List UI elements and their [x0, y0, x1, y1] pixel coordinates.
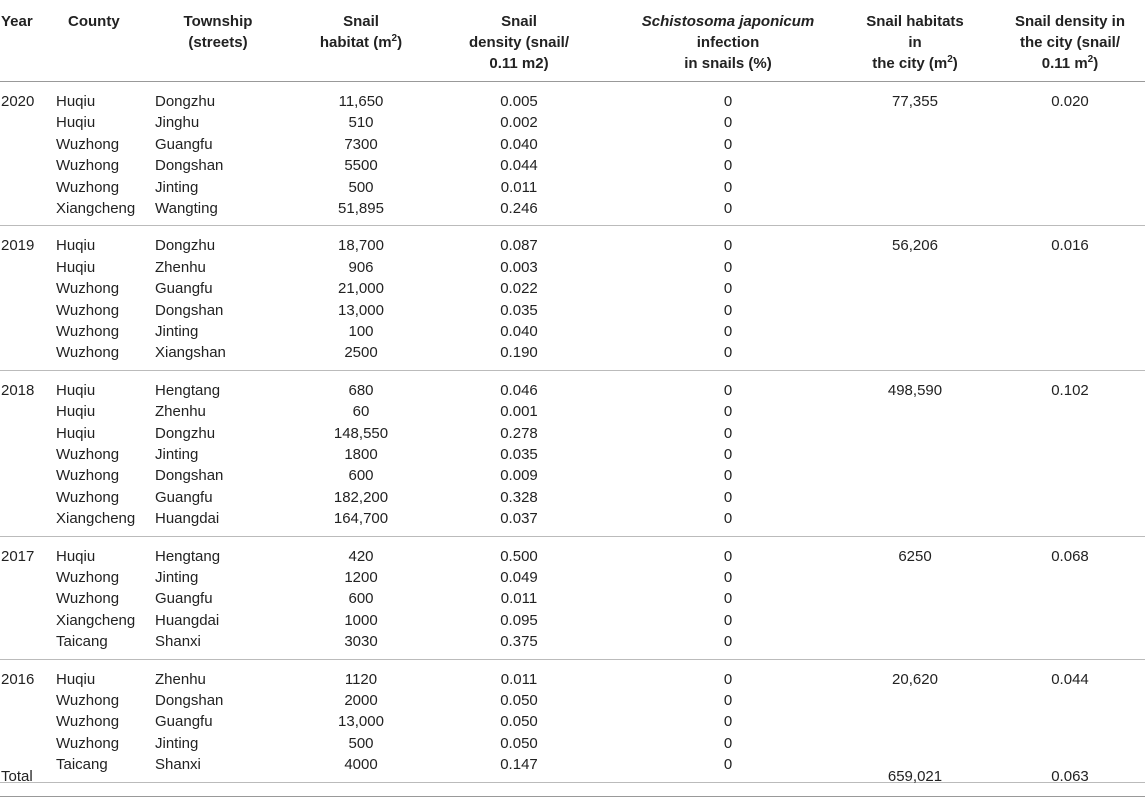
- cell-snail-density: 0.005: [500, 93, 538, 110]
- cell-township: Zhenhu: [155, 670, 206, 688]
- table-row: [0, 465, 1145, 486]
- cell-snail-habitat: 164,700: [333, 510, 389, 528]
- cell-infection: 0: [723, 713, 733, 731]
- table-row: [0, 546, 1145, 567]
- cell-county: Wuzhong: [56, 691, 120, 709]
- cell-township: Guangfu: [155, 713, 213, 731]
- cell-snail-habitat: 21,000: [338, 280, 384, 298]
- cell-snail-density: 0.500: [500, 547, 538, 565]
- cell-snail-habitat: 4000: [344, 756, 378, 774]
- cell-snail-density: 0.003: [500, 258, 538, 276]
- cell-snail-density: 0.095: [500, 611, 538, 629]
- cell-county: Wuzhong: [56, 344, 120, 362]
- cell-snail-habitat: 500: [348, 734, 374, 752]
- cell-county: Huqiu: [56, 424, 96, 442]
- table-row: [0, 380, 1145, 401]
- cell-township: Jinting: [155, 322, 199, 340]
- cell-snail-density: 0.011: [500, 670, 538, 688]
- cell-snail-density: 0.050: [500, 734, 538, 752]
- table-row: [0, 669, 1145, 690]
- cell-township: Hengtang: [155, 547, 221, 565]
- cell-city-density: 0.016: [1051, 237, 1089, 255]
- cell-snail-density: 0.375: [500, 633, 538, 651]
- cell-snail-density: 0.246: [500, 200, 538, 217]
- cell-county: Huqiu: [56, 258, 96, 276]
- cell-snail-habitat: 13,000: [338, 301, 384, 319]
- cell-snail-density: 0.011: [500, 178, 538, 196]
- header-county: County: [68, 13, 120, 30]
- cell-snail-habitat: 60: [352, 403, 370, 421]
- cell-township: Xiangshan: [155, 344, 226, 362]
- cell-township: Jinting: [155, 178, 199, 196]
- cell-infection: 0: [723, 547, 733, 565]
- table-row: [0, 733, 1145, 754]
- cell-infection: 0: [723, 237, 733, 255]
- cell-snail-density: 0.011: [500, 590, 538, 608]
- cell-year: 2019: [1, 237, 35, 255]
- table-row: [0, 508, 1145, 529]
- cell-infection: 0: [723, 381, 733, 399]
- cell-county: Taicang: [56, 756, 108, 774]
- cell-snail-habitat: 18,700: [338, 237, 384, 255]
- cell-snail-habitat: 13,000: [338, 713, 384, 731]
- cell-snail-density: 0.044: [500, 157, 538, 175]
- cell-infection: 0: [723, 322, 733, 340]
- cell-infection: 0: [723, 467, 733, 485]
- cell-snail-habitat: 1200: [344, 568, 378, 586]
- cell-county: Huqiu: [56, 114, 96, 132]
- table-row: [0, 257, 1145, 278]
- cell-township: Huangdai: [155, 510, 220, 528]
- cell-year: 2020: [1, 93, 35, 110]
- cell-snail-habitat: 420: [348, 547, 374, 565]
- cell-county: Wuzhong: [56, 322, 120, 340]
- cell-city-density: 0.020: [1051, 93, 1089, 110]
- cell-county: Wuzhong: [56, 135, 120, 153]
- cell-county: Xiangcheng: [56, 200, 136, 217]
- cell-infection: 0: [723, 403, 733, 421]
- header-city-habitat: Snail habitats in the city $(m^2)$: [866, 13, 964, 72]
- cell-snail-habitat: 600: [348, 590, 374, 608]
- cell-snail-habitat: 510: [348, 114, 374, 132]
- cell-township: Shanxi: [155, 756, 201, 774]
- cell-infection: 0: [723, 424, 733, 442]
- cell-township: Guangfu: [155, 488, 213, 506]
- table-row: [0, 401, 1145, 422]
- cell-township: Dongshan: [155, 301, 224, 319]
- cell-township: Guangfu: [155, 280, 213, 298]
- cell-infection: 0: [723, 178, 733, 196]
- cell-snail-density: 0.022: [500, 280, 538, 298]
- total-city-density: 0.063: [1051, 768, 1089, 785]
- table-row: [0, 198, 1145, 219]
- cell-infection: 0: [723, 691, 733, 709]
- cell-snail-density: 0.050: [500, 713, 538, 731]
- total-label: Total: [1, 768, 33, 785]
- cell-infection: 0: [723, 258, 733, 276]
- cell-infection: 0: [723, 611, 733, 629]
- table-row: [0, 711, 1145, 732]
- cell-snail-density: 0.035: [500, 301, 538, 319]
- table-row: [0, 112, 1145, 133]
- cell-snail-habitat: 906: [348, 258, 374, 276]
- table-row: [0, 610, 1145, 631]
- cell-infection: 0: [723, 157, 733, 175]
- table-row: [0, 321, 1145, 342]
- cell-infection: 0: [723, 200, 733, 217]
- cell-snail-habitat: 2500: [344, 344, 378, 362]
- cell-county: Wuzhong: [56, 488, 120, 506]
- cell-infection: 0: [723, 301, 733, 319]
- cell-infection: 0: [723, 510, 733, 528]
- cell-snail-habitat: 51,895: [338, 200, 384, 217]
- cell-snail-habitat: 11,650: [338, 93, 384, 110]
- cell-county: Wuzhong: [56, 280, 120, 298]
- cell-infection: 0: [723, 734, 733, 752]
- cell-snail-habitat: 148,550: [333, 424, 389, 442]
- table-row: [0, 342, 1145, 363]
- cell-township: Guangfu: [155, 590, 213, 608]
- cell-infection: 0: [723, 114, 733, 132]
- header-year: Year: [1, 13, 33, 30]
- cell-snail-habitat: 1000: [344, 611, 378, 629]
- cell-township: Dongshan: [155, 691, 224, 709]
- cell-city-habitat: 498,590: [887, 381, 943, 399]
- cell-snail-density: 0.040: [500, 322, 538, 340]
- header-township: Township (streets): [183, 13, 253, 51]
- cell-township: Huangdai: [155, 611, 220, 629]
- cell-infection: 0: [723, 568, 733, 586]
- cell-township: Dongzhu: [155, 237, 216, 255]
- cell-snail-density: 0.040: [500, 135, 538, 153]
- cell-infection: 0: [723, 633, 733, 651]
- cell-county: Wuzhong: [56, 178, 120, 196]
- cell-township: Dongzhu: [155, 93, 216, 110]
- table-row: [0, 567, 1145, 588]
- cell-county: Xiangcheng: [56, 611, 136, 629]
- cell-township: Dongzhu: [155, 424, 216, 442]
- year-group: [0, 81, 1145, 226]
- cell-snail-habitat: 1800: [344, 445, 378, 463]
- cell-city-habitat: 6250: [898, 547, 932, 565]
- cell-infection: 0: [723, 756, 733, 774]
- cell-snail-density: 0.035: [500, 445, 538, 463]
- cell-township: Jinting: [155, 734, 199, 752]
- table-row: [0, 177, 1145, 198]
- table-row: [0, 134, 1145, 155]
- header-city-density: Snail density in the city (snail/ 0.11 $m^2$): [1014, 13, 1126, 72]
- cell-infection: 0: [723, 93, 733, 110]
- cell-snail-habitat: 600: [348, 467, 374, 485]
- year-group: [0, 536, 1145, 660]
- table-header: [0, 0, 1145, 82]
- table-row: [0, 588, 1145, 609]
- cell-township: Wangting: [155, 200, 218, 217]
- cell-county: Huqiu: [56, 547, 96, 565]
- cell-snail-density: 0.049: [500, 568, 538, 586]
- header-infection: Schistosoma japonicum infection in snails (%): [641, 13, 815, 72]
- cell-infection: 0: [723, 590, 733, 608]
- cell-snail-habitat: 2000: [344, 691, 378, 709]
- cell-city-habitat: 56,206: [892, 237, 938, 255]
- cell-snail-habitat: 5500: [344, 157, 378, 175]
- cell-township: Jinghu: [155, 114, 200, 132]
- cell-city-density: 0.102: [1051, 381, 1089, 399]
- cell-snail-density: 0.147: [500, 756, 538, 774]
- table-row: [0, 278, 1145, 299]
- table-row: [0, 300, 1145, 321]
- cell-township: Hengtang: [155, 381, 221, 399]
- table-row: [0, 155, 1145, 176]
- cell-snail-density: 0.050: [500, 691, 538, 709]
- cell-year: 2017: [1, 547, 35, 565]
- cell-township: Dongshan: [155, 467, 224, 485]
- cell-snail-density: 0.190: [500, 344, 538, 362]
- cell-township: Guangfu: [155, 135, 213, 153]
- table-row: [0, 235, 1145, 256]
- cell-snail-habitat: 500: [348, 178, 374, 196]
- cell-county: Wuzhong: [56, 590, 120, 608]
- cell-county: Taicang: [56, 633, 108, 651]
- cell-city-density: 0.044: [1051, 670, 1089, 688]
- header-snail-habitat: Snail habitat $(m^2)$: [319, 13, 403, 51]
- cell-snail-habitat: 100: [348, 322, 374, 340]
- cell-county: Wuzhong: [56, 568, 120, 586]
- cell-snail-density: 0.087: [500, 237, 538, 255]
- cell-county: Wuzhong: [56, 467, 120, 485]
- cell-snail-density: 0.278: [500, 424, 538, 442]
- cell-snail-density: 0.328: [500, 488, 538, 506]
- cell-county: Huqiu: [56, 670, 96, 688]
- cell-infection: 0: [723, 344, 733, 362]
- cell-snail-density: 0.001: [500, 403, 538, 421]
- cell-county: Wuzhong: [56, 713, 120, 731]
- cell-year: 2018: [1, 381, 35, 399]
- cell-snail-habitat: 182,200: [333, 488, 389, 506]
- cell-infection: 0: [723, 135, 733, 153]
- header-snail-density: Snail density (snail/ 0.11 m2): [468, 13, 570, 72]
- cell-county: Xiangcheng: [56, 510, 136, 528]
- cell-township: Shanxi: [155, 633, 201, 651]
- total-city-habitat: 659,021: [887, 768, 943, 785]
- total-row: [0, 761, 1145, 797]
- cell-township: Dongshan: [155, 157, 224, 175]
- cell-county: Huqiu: [56, 237, 96, 255]
- table-row: [0, 423, 1145, 444]
- cell-year: 2016: [1, 670, 35, 688]
- cell-township: Jinting: [155, 568, 199, 586]
- table-row: [0, 631, 1145, 652]
- cell-snail-density: 0.037: [500, 510, 538, 528]
- cell-township: Zhenhu: [155, 258, 206, 276]
- table-row: [0, 91, 1145, 112]
- cell-snail-habitat: 3030: [344, 633, 378, 651]
- cell-county: Huqiu: [56, 93, 96, 110]
- cell-snail-habitat: 680: [348, 381, 374, 399]
- cell-county: Wuzhong: [56, 157, 120, 175]
- cell-township: Jinting: [155, 445, 199, 463]
- year-group: [0, 225, 1145, 370]
- cell-snail-density: 0.002: [500, 114, 538, 132]
- cell-county: Huqiu: [56, 381, 96, 399]
- cell-infection: 0: [723, 445, 733, 463]
- cell-township: Zhenhu: [155, 403, 206, 421]
- cell-infection: 0: [723, 280, 733, 298]
- cell-city-density: 0.068: [1051, 547, 1089, 565]
- cell-snail-habitat: 1120: [344, 670, 378, 688]
- table-row: [0, 444, 1145, 465]
- cell-city-habitat: 77,355: [892, 93, 938, 110]
- cell-infection: 0: [723, 488, 733, 506]
- year-group: [0, 370, 1145, 537]
- cell-county: Huqiu: [56, 403, 96, 421]
- cell-county: Wuzhong: [56, 301, 120, 319]
- cell-county: Wuzhong: [56, 445, 120, 463]
- table-row: [0, 487, 1145, 508]
- cell-county: Wuzhong: [56, 734, 120, 752]
- cell-snail-density: 0.046: [500, 381, 538, 399]
- table-row: [0, 690, 1145, 711]
- cell-city-habitat: 20,620: [892, 670, 938, 688]
- cell-snail-habitat: 7300: [344, 135, 378, 153]
- cell-infection: 0: [723, 670, 733, 688]
- cell-snail-density: 0.009: [500, 467, 538, 485]
